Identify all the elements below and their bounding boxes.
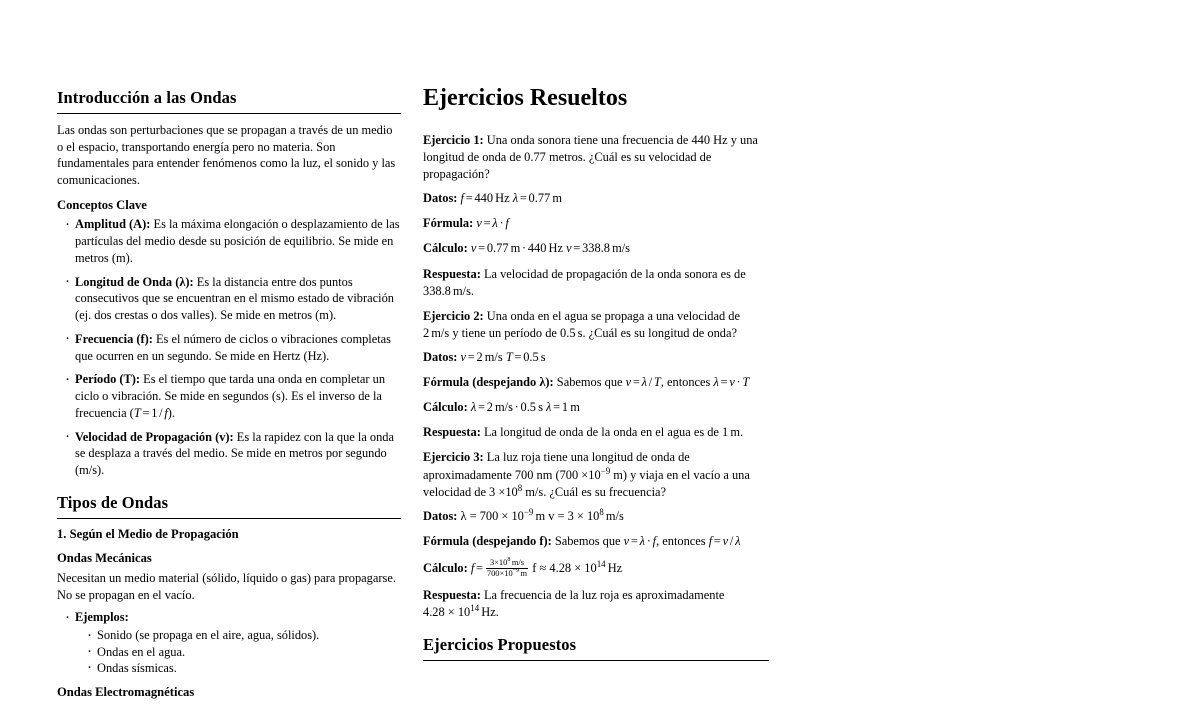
datos-label: Datos: (423, 508, 458, 523)
math-calculo-2: λ = 2 m/s · 0.5 s λ = 1 m (470, 400, 580, 415)
concept-term: Velocidad de Propagación (v): (75, 429, 234, 444)
exercise-3-label: Ejercicio 3: (423, 450, 484, 465)
list-item (65, 429, 401, 479)
list-item: · Ondas sísmicas. (87, 660, 401, 676)
exercise-2-datos (423, 349, 767, 366)
math-respuesta-3: $4.28 \times 10^{14}$ Hz. (423, 602, 499, 619)
calculo-label: Cálculo: (423, 400, 468, 415)
list-item (65, 216, 401, 266)
concept-definition: Es la máxima elongación o desplazamiento de las partículas del medio desde su posición de equilibrio. Se mide en metros (m). (75, 217, 400, 265)
math-statement-3b: $10^8$ (505, 482, 523, 499)
respuesta-text: La frecuencia de la luz roja es aproximadamente (483, 587, 725, 602)
exercise-2-formula (423, 374, 767, 391)
datos-label: Datos: (423, 191, 458, 206)
exercise-1-label: Ejercicio 1: (423, 132, 484, 147)
formula-text: Sabemos que (556, 375, 623, 390)
list-item (65, 274, 401, 324)
subheading-ondas-mecanicas: Ondas Mecánicas (57, 551, 152, 566)
exercise-2-label: Ejercicio 2: (423, 308, 484, 323)
concept-definition-tail: ). (167, 405, 175, 420)
list-item (65, 609, 401, 676)
calculo-label: Cálculo: (423, 560, 468, 575)
heading-rule (423, 660, 769, 661)
list-item: · Sonido (se propaga en el aire, agua, sólidos). (87, 627, 401, 643)
math-formula-3b: f = v / λ (708, 533, 741, 548)
concept-term: Frecuencia (f): (75, 331, 153, 346)
formula-text-2: , entonces (660, 375, 711, 390)
calculo-label: Cálculo: (423, 241, 468, 256)
exercise-2-text-b: y tiene un período de (452, 325, 557, 340)
list-item (65, 371, 401, 421)
formula-label: Fórmula (despejando λ): (423, 375, 554, 390)
subheading-ondas-electromagneticas: Ondas Electromagnéticas (57, 685, 195, 700)
exercise-2-respuesta (423, 424, 767, 441)
math-calculo-1: v = 0.77 m · 440 Hz v = 338.8 m/s (470, 241, 630, 256)
concept-definition: Es el tiempo que tarda una onda en completar un ciclo o vibración. Se mide en segundos (s). Es el inverso de la frecuencia ( (75, 372, 386, 420)
exercise-3-text-c: m/s. ¿Cuál es su frecuencia? (525, 484, 667, 499)
concept-definition: Es el número de ciclos o vibraciones completas que ocurren en un segundo. Se mide en Hertz (Hz). (75, 331, 391, 363)
exercise-1-respuesta (423, 266, 767, 300)
exercise-2-statement (423, 308, 767, 342)
math-respuesta-1: 338.8 m/s. (423, 283, 474, 298)
exercise-1-formula (423, 215, 767, 232)
concept-term: Amplitud (A): (75, 217, 151, 232)
exercise-2-text-c: . ¿Cuál es su longitud de onda? (582, 325, 737, 340)
math-formula-1: v = λ · f (476, 216, 509, 231)
concept-term: Longitud de Onda (λ): (75, 274, 194, 289)
mechanical-paragraph: Necesitan un medio material (sólido, líquido o gas) para propagarse. No se propagan en el vacío. (57, 571, 396, 602)
exercise-3-respuesta (423, 587, 767, 621)
formula-text: Sabemos que (554, 533, 621, 548)
heading-rule (57, 518, 401, 519)
examples-label: Ejemplos: (75, 610, 129, 625)
respuesta-label: Respuesta: (423, 425, 481, 440)
exercise-2-calculo (423, 399, 767, 416)
exercise-2-text-a: Una onda en el agua se propaga a una velocidad de (486, 308, 740, 323)
math-statement-3a: $10^{-9}$ (588, 465, 611, 482)
list-item: · Ondas en el agua. (87, 644, 401, 660)
heading-ejercicios-propuestos: Ejercicios Propuestos (423, 634, 577, 654)
exercise-3-calculo (423, 558, 767, 579)
examples-sublist (75, 627, 401, 676)
math-statement-2a: 2 m/s (423, 325, 450, 340)
subheading-conceptos-clave: Conceptos Clave (57, 197, 147, 212)
formula-label: Fórmula: (423, 216, 474, 231)
exercise-3-text-a: La luz roja tiene una longitud de onda de aproximadamente 700 nm (700 × (423, 450, 690, 482)
math-fraction: $\frac{3\times 10^8m/s}{700\times 10^{-9}m}$ (486, 556, 528, 579)
heading-ejercicios-resueltos: Ejercicios Resueltos (423, 85, 628, 111)
list-item (65, 331, 401, 364)
left-column (57, 88, 401, 704)
exercise-1-datos (423, 190, 767, 207)
heading-rule (57, 113, 401, 114)
math-periodo-formula: T = 1 / f (133, 405, 168, 420)
subheading-segun-medio: 1. Según el Medio de Propagación (57, 526, 239, 541)
concepts-list (57, 216, 401, 478)
section-heading-tipos-de-ondas: Tipos de Ondas (57, 492, 169, 512)
right-column (423, 85, 767, 704)
concept-term: Período (T): (75, 372, 141, 387)
math-formula-2b: λ = v · T (713, 375, 750, 390)
exercise-1-statement (423, 132, 767, 183)
concept-definition: Es la rapidez con la que la onda se desplaza a través del medio. Se mide en metros por segundo (m/s). (75, 429, 395, 478)
exercise-1-text: Una onda sonora tiene una frecuencia de 440 Hz y una longitud de onda de 0.77 metros. ¿Cuál es su velocidad de propagación? (423, 132, 758, 182)
exercise-3-text-b: m) y viaja en el vacío a una velocidad de 3 × (423, 467, 750, 499)
math-respuesta-2: 1 m. (722, 425, 744, 440)
formula-label: Fórmula (despejando f): (423, 533, 552, 548)
exercise-1-calculo (423, 240, 767, 257)
respuesta-text: La longitud de onda de la onda en el agua es de (483, 425, 719, 440)
respuesta-label: Respuesta: (423, 587, 481, 602)
concept-definition: Es la distancia entre dos puntos consecutivos que se encuentran en el mismo estado de vibración (ej. dos crestas o dos valles). Se mide en metros (m). (75, 274, 394, 323)
intro-paragraph: Las ondas son perturbaciones que se propagan a través de un medio o el espacio, transportando energía pero no materia. Son fundamentales para entender fenómenos como la luz, el sonido y las comunicaciones. (57, 122, 396, 187)
exercise-3-statement (423, 449, 767, 500)
math-formula-2a: v = λ / T (625, 375, 661, 390)
math-formula-3a: v = λ · f (623, 533, 657, 548)
respuesta-text: La velocidad de propagación de la onda sonora es de (483, 266, 746, 281)
exercise-3-datos (423, 508, 767, 525)
datos-label: Datos: (423, 350, 458, 364)
math-datos-1: f = 440 Hz λ = 0.77 m (460, 191, 562, 206)
math-calculo-3: f = $\frac{3\times 10^8m/s}{700\times 10^{-9}m}$ $f \approx 4.28 \times 10^{14}$ Hz (470, 556, 623, 579)
math-statement-2b: 0.5 s (560, 325, 583, 340)
formula-text-2: , entonces (656, 533, 706, 548)
examples-list (57, 609, 401, 676)
math-datos-3: $\lambda = 700 \times 10^{-9}$ m $v = 3 \times 10^8$ m/s (460, 506, 624, 523)
math-datos-2: v = 2 m/s T = 0.5 s (460, 350, 546, 364)
document-page (57, 85, 1134, 704)
respuesta-label: Respuesta: (423, 266, 481, 281)
exercise-3-formula (423, 533, 767, 550)
section-heading-introduccion: Introducción a las Ondas (57, 88, 237, 107)
